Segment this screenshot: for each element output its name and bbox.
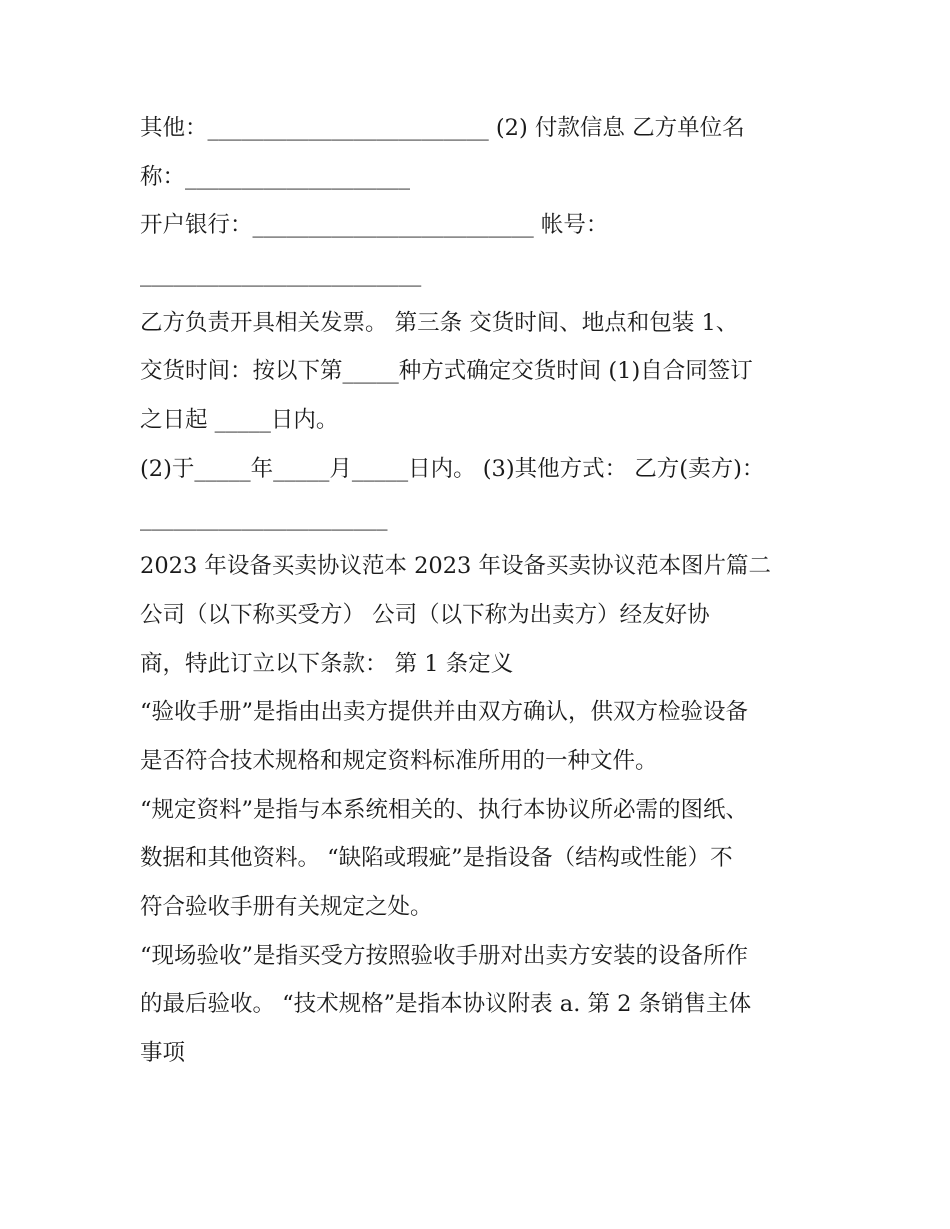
document-body — [140, 104, 820, 1078]
line-text: 交货时间：按以下第_____种方式确定交货时间 (1)自合同签订 — [140, 358, 753, 385]
line-text: 数据和其他资料。 “缺陷或瑕疵”是指设备（结构或性能）不 — [140, 845, 733, 872]
line-text: 其他：_________________________ (2) 付款信息 乙方单位名 — [140, 115, 745, 141]
line-text: 商，特此订立以下条款： 第 1 条定义 — [140, 650, 514, 677]
text-line — [140, 299, 820, 348]
text-line — [140, 688, 820, 737]
line-text: 称：____________________ — [140, 163, 411, 190]
text-line — [140, 250, 820, 299]
text-line — [140, 834, 820, 883]
line-text: _________________________ — [140, 261, 422, 288]
text-line — [140, 445, 820, 494]
text-line — [140, 786, 820, 835]
line-text: 是否符合技术规格和规定资料标准所用的一种文件。 — [140, 747, 658, 774]
line-text: “现场验收”是指买受方按照验收手册对出卖方安装的设备所作 — [140, 942, 749, 969]
text-line — [140, 883, 820, 932]
line-text: 公司（以下称买受方） 公司（以下称为出卖方）经友好协 — [140, 601, 710, 628]
line-text: 符合验收手册有关规定之处。 — [140, 894, 433, 920]
text-line — [140, 104, 820, 153]
line-text: 之日起 _____日内。 — [140, 407, 339, 434]
line-text: (2)于_____年_____月_____日内。 (3)其他方式： 乙方(卖方)： — [140, 455, 765, 482]
line-text: “规定资料”是指与本系统相关的、执行本协议所必需的图纸、 — [140, 796, 749, 823]
text-line — [140, 640, 820, 689]
line-text: 开户银行：_________________________ 帐号： — [140, 212, 609, 239]
line-text: 2023 年设备买卖协议范本 2023 年设备买卖协议范本图片篇二 — [140, 553, 771, 580]
text-line — [140, 737, 820, 786]
text-line — [140, 201, 820, 250]
text-line — [140, 932, 820, 981]
text-line — [140, 396, 820, 445]
text-line — [140, 542, 820, 591]
line-text: 事项 — [140, 1040, 186, 1067]
text-line — [140, 347, 820, 396]
text-line — [140, 494, 820, 543]
text-line — [140, 153, 820, 202]
line-text: 的最后验收。 “技术规格”是指本协议附表 a. 第 2 条销售主体 — [140, 991, 752, 1018]
text-line — [140, 591, 820, 640]
line-text: 乙方负责开具相关发票。 第三条 交货时间、地点和包装 1、 — [140, 309, 739, 336]
text-line — [140, 980, 820, 1029]
line-text: ______________________ — [140, 504, 388, 531]
line-text: “验收手册”是指由出卖方提供并由双方确认，供双方检验设备 — [140, 699, 749, 726]
text-line — [140, 1029, 820, 1078]
